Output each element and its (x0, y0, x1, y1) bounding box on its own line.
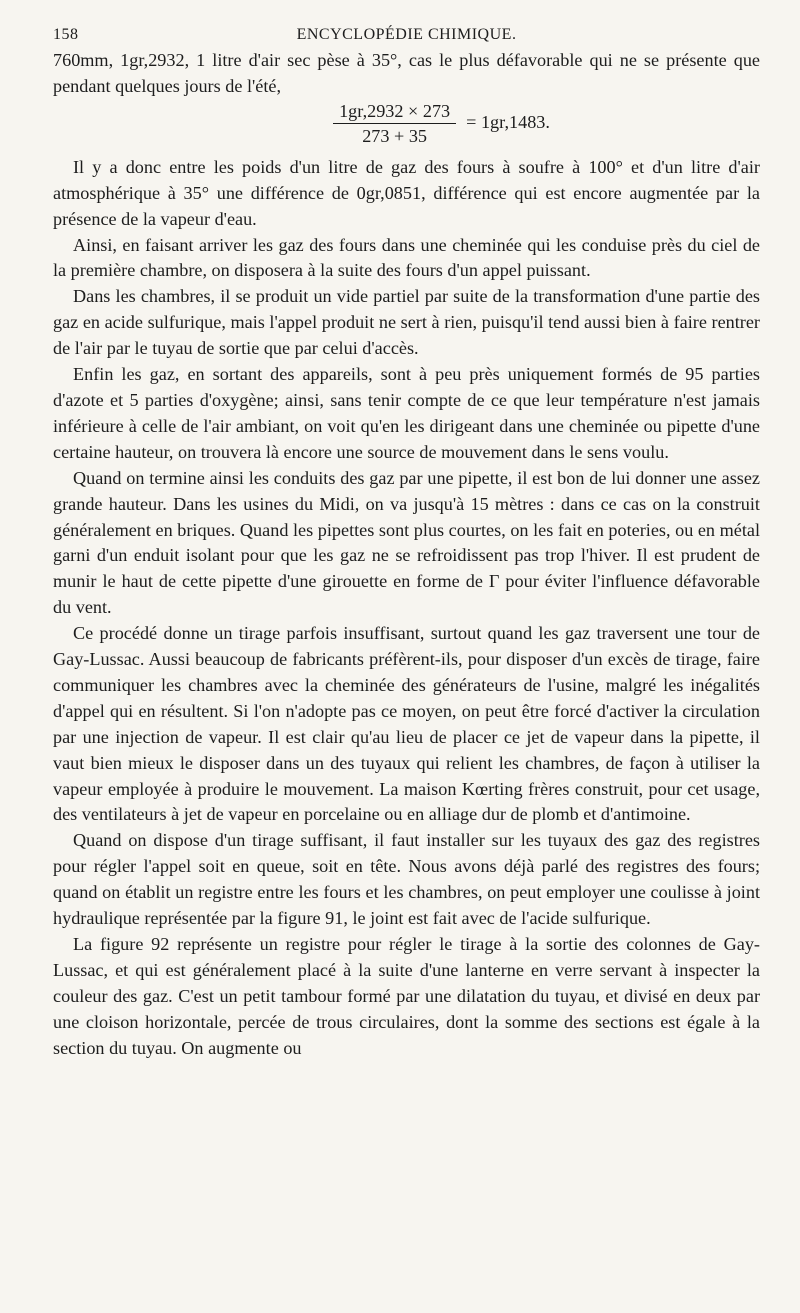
paragraph: La figure 92 représente un registre pour régler le tirage à la sortie des colonnes de Gay-Lussac, et qui est généralement placé à la suite d'une lanterne en verre servant à inspecter la couleur des gaz. C'est un petit tambour formé par une dilatation du tuyau, et divisé en deux par une cloison horizontale, percée de trous circulaires, dont la somme des sections est égale à la section du tuyau. On augmente ou (53, 934, 760, 1058)
paragraph: Ce procédé donne un tirage parfois insuffisant, surtout quand les gaz traversent une tour de Gay-Lussac. Aussi beaucoup de fabricants préfèrent-ils, pour disposer d'un excès de tirage, faire communiquer les chambres avec la cheminée des générateurs de l'usine, malgré les inégalités d'appel qui en résultent. Si l'on n'adopte pas ce moyen, on peut être forcé d'activer la circulation par une injection de vapeur. Il est clair qu'au lieu de placer ce jet de vapeur dans la pipette, il vaut bien mieux le disposer dans un des tuyaux qui relient les chambres, de façon à utiliser la vapeur employée à produire le mouvement. La maison Kœrting frères construit, pour cet usage, des ventilateurs à jet de vapeur en porcelaine ou en alliage dur de plomb et d'antimoine. (53, 623, 760, 825)
formula-fraction (333, 100, 456, 147)
formula-numerator: 1gr,2932 × 273 (333, 100, 456, 124)
formula (123, 100, 760, 147)
paragraph: Il y a donc entre les poids d'un litre de gaz des fours à soufre à 100° et d'un litre d'air atmosphérique à 35° une différence de 0gr,0851, différence qui est encore augmentée par la présence de la vapeur d'eau. (53, 156, 760, 229)
paragraph: Quand on termine ainsi les conduits des gaz par une pipette, il est bon de lui donner une assez grande hauteur. Dans les usines du Midi, on va jusqu'à 15 mètres : dans ce cas on la construit généralement en briques. Quand les pipettes sont plus courtes, on les fait en poteries, ou en métal garni d'un enduit isolant pour que les gaz ne se refroidissent pas trop l'hiver. Il est prudent de munir le haut de cette pipette d'une girouette en forme de Γ pour éviter l'influence défavorable du vent. (53, 467, 760, 618)
intro-paragraph: 760mm, 1gr,2932, 1 litre d'air sec pèse à 35°, cas le plus défavorable qui ne se présente que pendant quelques jours de l'été, (53, 50, 760, 96)
page-number: 158 (53, 26, 79, 43)
body-text (53, 48, 760, 1062)
formula-result: = 1gr,1483. (466, 112, 550, 133)
running-title: ENCYCLOPÉDIE CHIMIQUE. (296, 26, 517, 43)
paragraph: Enfin les gaz, en sortant des appareils, sont à peu près uniquement formés de 95 parties d'azote et 5 parties d'oxygène; ainsi, sans tenir compte de ce que leur température n'est jamais inférieure à celle de l'air ambiant, on voit qu'en les dirigeant dans une cheminée ou pipette d'une certaine hauteur, on trouvera là encore une source de mouvement dans le sens voulu. (53, 364, 760, 462)
paragraph: Ainsi, en faisant arriver les gaz des fours dans une cheminée qui les conduise près du ciel de la première chambre, on disposera à la suite des fours d'un appel puissant. (53, 234, 760, 281)
paragraph: Quand on dispose d'un tirage suffisant, il faut installer sur les tuyaux des gaz des registres pour régler l'appel soit en queue, soit en tête. Nous avons déjà parlé des registres des fours; quand on établit un registre entre les fours et les chambres, on peut employer une coulisse à joint hydraulique représentée par la figure 91, le joint est fait avec de l'acide sulfurique. (53, 830, 760, 929)
formula-denominator: 273 + 35 (362, 125, 428, 146)
paragraph: Dans les chambres, il se produit un vide partiel par suite de la transformation d'une partie des gaz en acide sulfurique, mais l'appel produit ne sert à rien, puisqu'il tend aussi bien à faire rentrer de l'air par le tuyau de sortie que par celui d'accès. (53, 286, 760, 359)
page-header (53, 20, 760, 48)
